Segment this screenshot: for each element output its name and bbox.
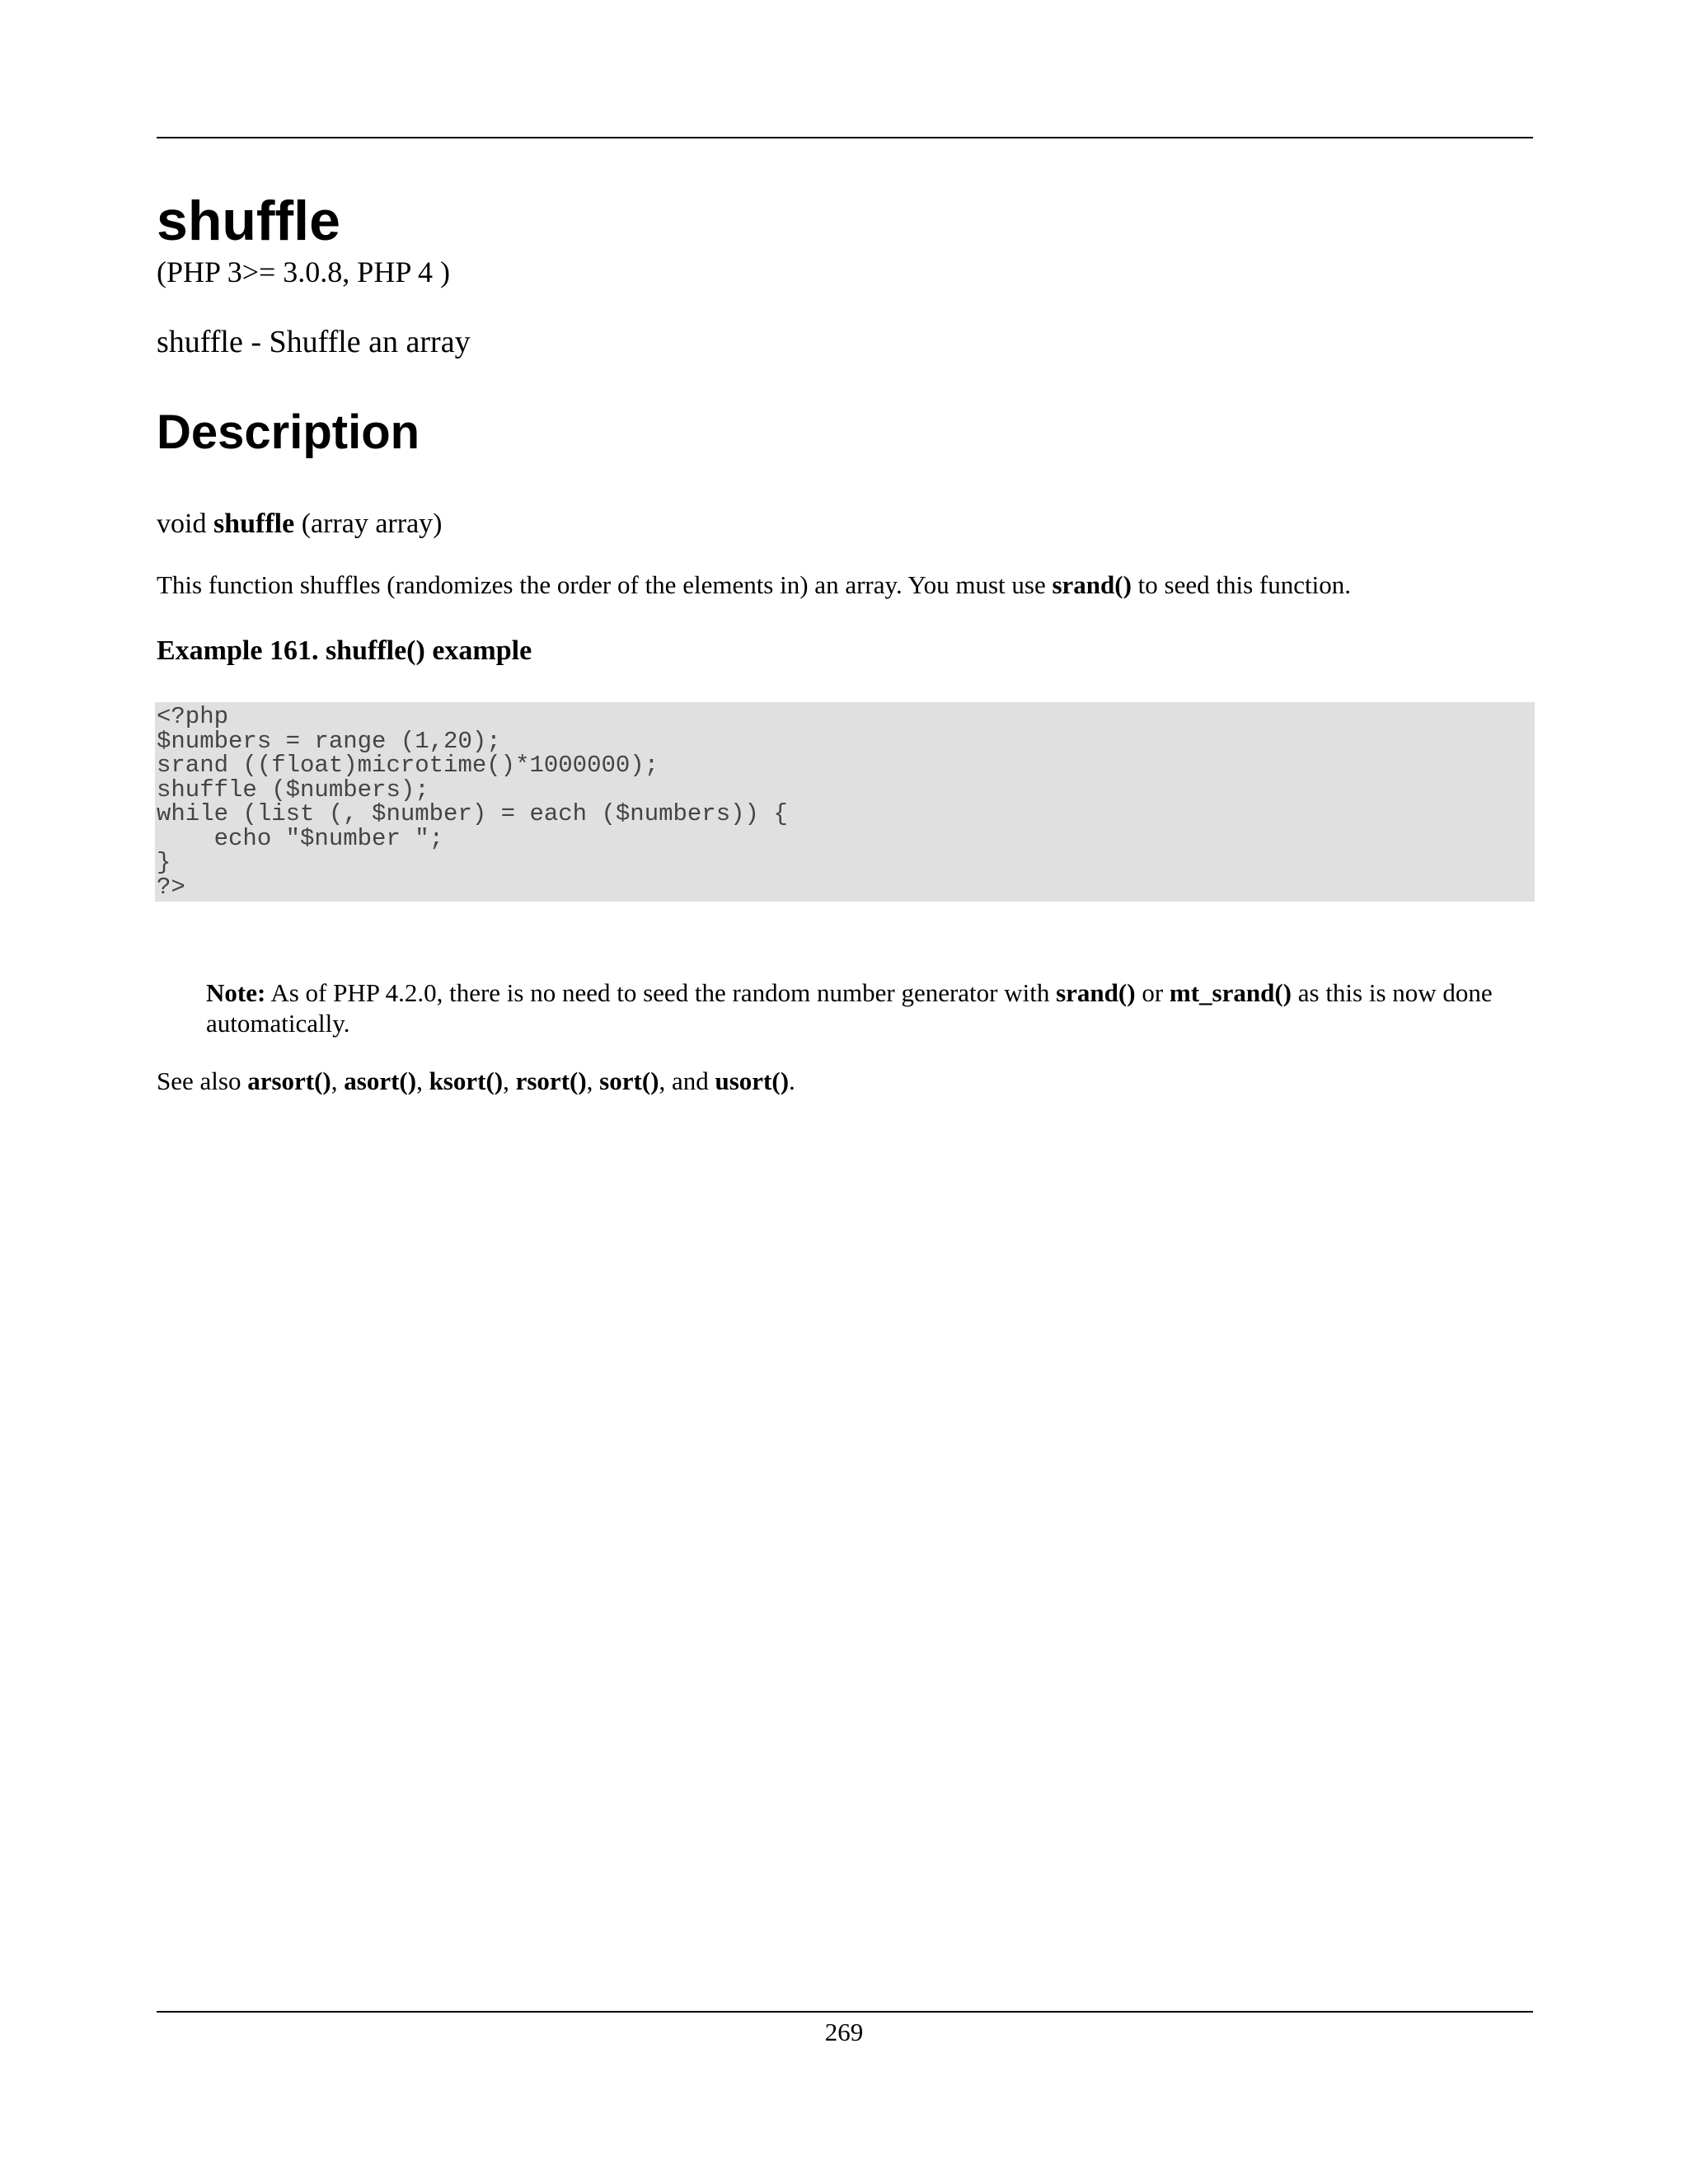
note-text-2: as this is now done automatically. xyxy=(206,978,1493,1038)
note-text-1: As of PHP 4.2.0, there is no need to seed the random number generator with xyxy=(270,978,1050,1007)
top-rule xyxy=(157,137,1533,138)
return-type: void xyxy=(157,509,207,539)
synopsis-params: (array array) xyxy=(301,509,443,539)
description-heading: Description xyxy=(157,405,420,459)
see-also-link-usort[interactable]: usort() xyxy=(715,1066,790,1095)
page-number: 269 xyxy=(824,2018,864,2046)
synopsis-function-name: shuffle xyxy=(213,509,295,539)
function-title: shuffle xyxy=(157,190,340,252)
bottom-rule xyxy=(157,2011,1533,2013)
see-also-link-rsort[interactable]: rsort() xyxy=(515,1066,587,1095)
note-or: or xyxy=(1142,978,1164,1007)
and-separator: , and xyxy=(659,1066,709,1095)
see-also-prefix: See also xyxy=(157,1066,241,1095)
period: . xyxy=(789,1066,795,1095)
see-also-link-asort[interactable]: asort() xyxy=(344,1066,417,1095)
separator: , xyxy=(416,1066,423,1095)
version-info: (PHP 3>= 3.0.8, PHP 4 ) xyxy=(157,255,450,288)
function-synopsis xyxy=(157,506,442,542)
description-paragraph xyxy=(157,569,1541,602)
see-also xyxy=(157,1065,795,1098)
code-example: <?php $numbers = range (1,20); srand ((float)microtime()*1000000); shuffle ($numbers); while (list (, $number) = each ($numbers)) { echo "$number "; } ?> xyxy=(155,702,1535,902)
note-srand-link[interactable]: srand() xyxy=(1056,978,1136,1007)
separator: , xyxy=(586,1066,593,1095)
see-also-link-arsort[interactable]: arsort() xyxy=(247,1066,331,1095)
example-title: Example 161. shuffle() example xyxy=(157,635,532,666)
function-purpose: shuffle - Shuffle an array xyxy=(157,325,471,359)
separator: , xyxy=(331,1066,338,1095)
description-text-before: This function shuffles (randomizes the order of the elements in) an array. You must use xyxy=(157,570,1046,599)
see-also-link-ksort[interactable]: ksort() xyxy=(429,1066,504,1095)
srand-link[interactable]: srand() xyxy=(1052,570,1132,599)
note-block xyxy=(206,977,1508,1038)
see-also-link-sort[interactable]: sort() xyxy=(599,1066,659,1095)
note-mt-srand-link[interactable]: mt_srand() xyxy=(1169,978,1292,1007)
note-label: Note: xyxy=(206,978,266,1007)
description-text-after: to seed this function. xyxy=(1137,570,1351,599)
separator: , xyxy=(503,1066,509,1095)
